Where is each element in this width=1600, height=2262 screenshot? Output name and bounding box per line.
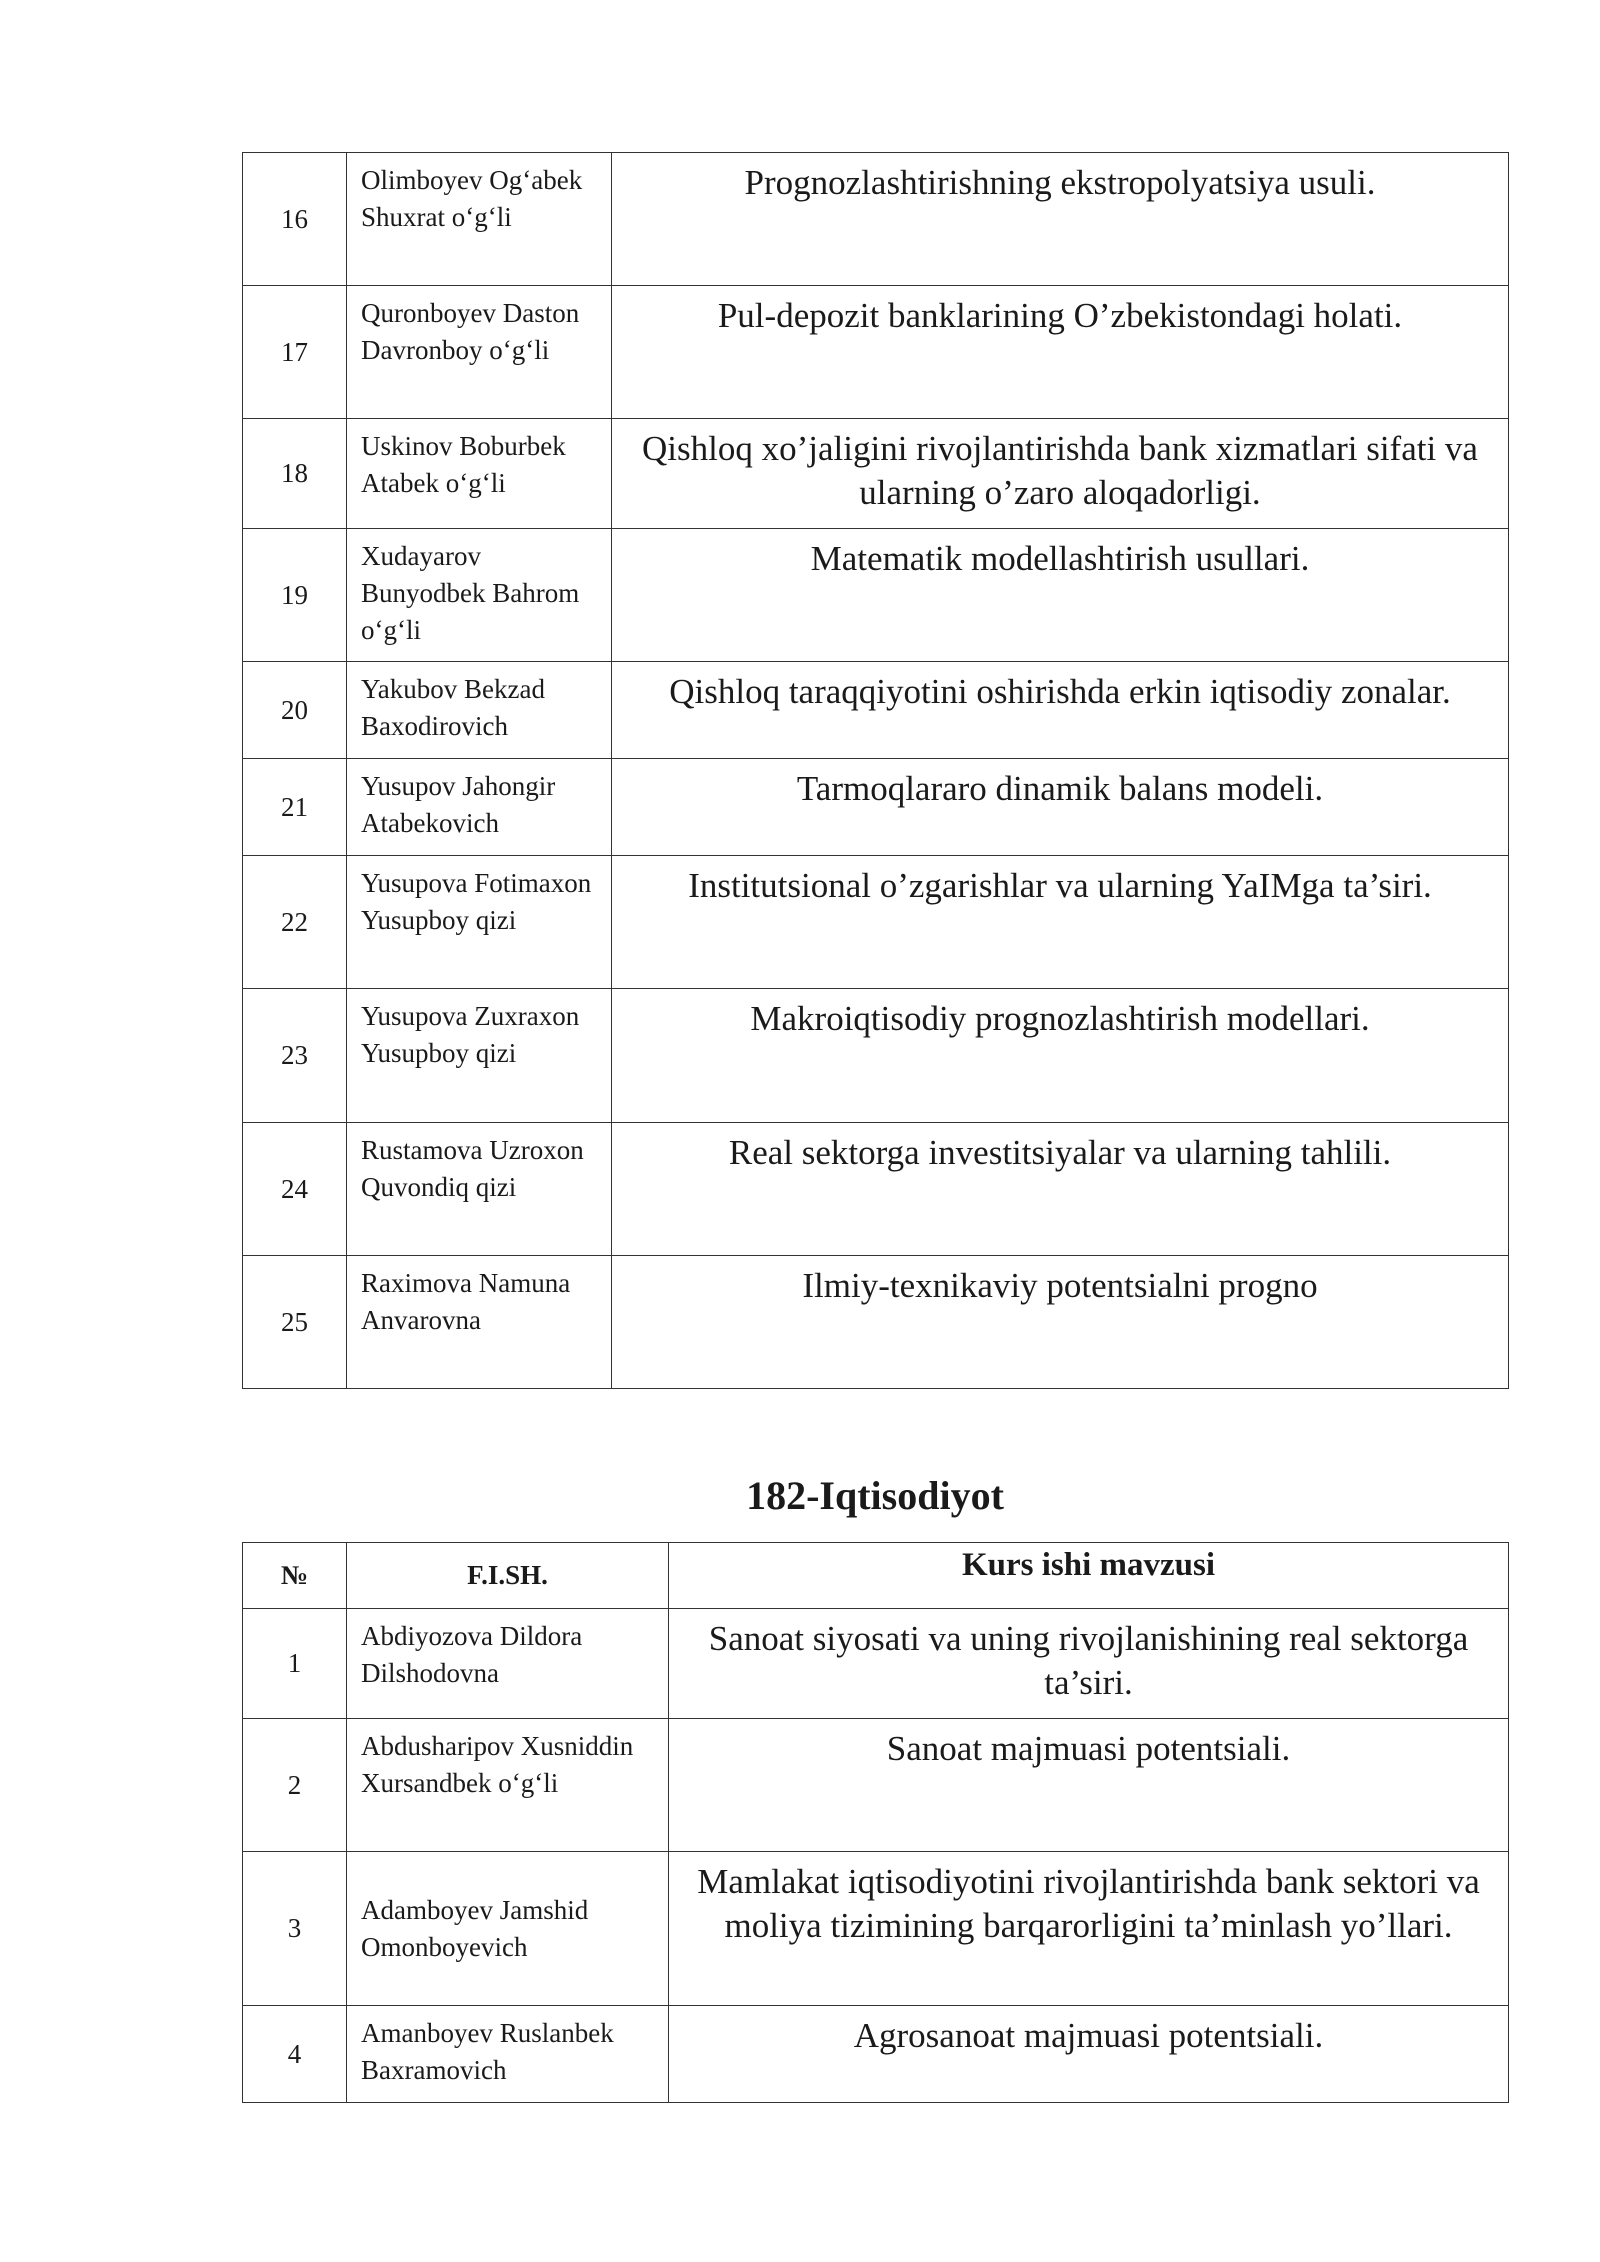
- student-name: Yusupov Jahongir Atabekovich: [347, 759, 612, 856]
- table-row: [243, 759, 1509, 856]
- students-table-182: [242, 1542, 1509, 2103]
- row-number: 23: [243, 989, 347, 1123]
- table-row: [243, 2006, 1509, 2103]
- table-row: [243, 153, 1509, 286]
- row-number: 24: [243, 1123, 347, 1256]
- row-number: 17: [243, 286, 347, 419]
- table-row: [243, 1123, 1509, 1256]
- student-name: Uskinov Boburbek Atabek o‘g‘li: [347, 419, 612, 529]
- course-topic: Institutsional o’zgarishlar va ularning YaIMga ta’siri.: [612, 856, 1509, 989]
- course-topic: Tarmoqlararo dinamik balans modeli.: [612, 759, 1509, 856]
- table-row: [243, 989, 1509, 1123]
- student-name: Yusupova Zuxraxon Yusupboy qizi: [347, 989, 612, 1123]
- student-name: Abdiyozova Dildora Dilshodovna: [347, 1609, 669, 1719]
- row-number: 22: [243, 856, 347, 989]
- row-number: 18: [243, 419, 347, 529]
- column-header-topic: Kurs ishi mavzusi: [669, 1543, 1509, 1609]
- table-row: [243, 856, 1509, 989]
- course-topic: Qishloq taraqqiyotini oshirishda erkin iqtisodiy zonalar.: [612, 662, 1509, 759]
- student-name: Raximova Namuna Anvarovna: [347, 1256, 612, 1389]
- table-row: [243, 286, 1509, 419]
- row-number: 4: [243, 2006, 347, 2103]
- student-name: Quronboyev Daston Davronboy o‘g‘li: [347, 286, 612, 419]
- course-topic: Sanoat siyosati va uning rivojlanishining real sektorga ta’siri.: [669, 1609, 1509, 1719]
- table-row: [243, 1852, 1509, 2006]
- table-row: [243, 1719, 1509, 1852]
- row-number: 1: [243, 1609, 347, 1719]
- course-topic: Makroiqtisodiy prognozlashtirish modellari.: [612, 989, 1509, 1123]
- table-row: [243, 1256, 1509, 1389]
- course-topic: Matematik modellashtirish usullari.: [612, 529, 1509, 662]
- table-header-row: [243, 1543, 1509, 1609]
- course-topic: Agrosanoat majmuasi potentsiali.: [669, 2006, 1509, 2103]
- table-row: [243, 529, 1509, 662]
- course-topic: Prognozlashtirishning ekstropolyatsiya usuli.: [612, 153, 1509, 286]
- section-title: 182-Iqtisodiyot: [746, 1473, 1004, 1518]
- student-name: Amanboyev Ruslanbek Baxramovich: [347, 2006, 669, 2103]
- table-row: [243, 1609, 1509, 1719]
- course-topic: Sanoat majmuasi potentsiali.: [669, 1719, 1509, 1852]
- student-name: Rustamova Uzroxon Quvondiq qizi: [347, 1123, 612, 1256]
- row-number: 19: [243, 529, 347, 662]
- students-table-continued: [242, 152, 1509, 1389]
- column-header-number: №: [243, 1543, 347, 1609]
- row-number: 20: [243, 662, 347, 759]
- course-topic: Real sektorga investitsiyalar va ularning tahlili.: [612, 1123, 1509, 1256]
- student-name: Adamboyev Jamshid Omonboyevich: [347, 1852, 669, 2006]
- student-name: Olimboyev Og‘abek Shuxrat o‘g‘li: [347, 153, 612, 286]
- row-number: 3: [243, 1852, 347, 2006]
- row-number: 16: [243, 153, 347, 286]
- column-header-name: F.I.SH.: [347, 1543, 669, 1609]
- course-topic: Pul-depozit banklarining O’zbekistondagi holati.: [612, 286, 1509, 419]
- student-name: Abdusharipov Xusniddin Xursandbek o‘g‘li: [347, 1719, 669, 1852]
- row-number: 2: [243, 1719, 347, 1852]
- table-row: [243, 419, 1509, 529]
- student-name: Yusupova Fotimaxon Yusupboy qizi: [347, 856, 612, 989]
- course-topic: Ilmiy-texnikaviy potentsialni progno: [612, 1256, 1509, 1389]
- table-row: [243, 662, 1509, 759]
- row-number: 25: [243, 1256, 347, 1389]
- row-number: 21: [243, 759, 347, 856]
- student-name: Xudayarov Bunyodbek Bahrom o‘g‘li: [347, 529, 612, 662]
- course-topic: Mamlakat iqtisodiyotini rivojlantirishda bank sektori va moliya tizimining barqarorligini ta’minlash yo’llari.: [669, 1852, 1509, 2006]
- course-topic: Qishloq xo’jaligini rivojlantirishda bank xizmatlari sifati va ularning o’zaro aloqadorligi.: [612, 419, 1509, 529]
- student-name: Yakubov Bekzad Baxodirovich: [347, 662, 612, 759]
